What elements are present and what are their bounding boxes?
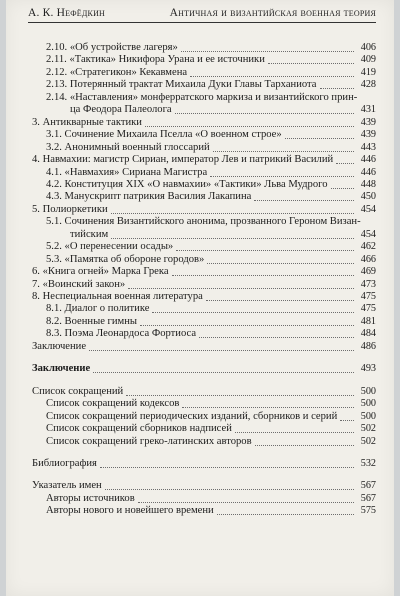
dot-leader	[235, 432, 354, 433]
toc-page-number: 428	[360, 79, 376, 91]
toc-entry	[6, 42, 394, 54]
toc-entry-title: 4.2. Конституция XIX «О навмахии» «Тактики» Льва Мудрого	[46, 178, 328, 190]
dot-leader	[105, 489, 354, 490]
toc-entry	[6, 266, 394, 278]
dot-leader	[199, 337, 354, 338]
dot-leader	[254, 200, 354, 201]
toc-page-number: 484	[360, 328, 376, 340]
toc-page-number: 502	[360, 423, 376, 435]
dot-leader	[100, 467, 354, 468]
toc-entry-title: 8.1. Диалог о политике	[46, 303, 150, 315]
toc-page-number: 450	[360, 191, 376, 203]
toc-page-number: 443	[360, 141, 376, 153]
toc-page-number: 409	[360, 54, 376, 66]
dot-leader	[181, 51, 354, 52]
toc-page-number: 493	[360, 363, 376, 375]
dot-leader	[206, 300, 354, 301]
toc-entry-title: 3.1. Сочинение Михаила Пселла «О военном строе»	[46, 129, 282, 141]
toc-page-number: 466	[360, 253, 376, 265]
dot-leader	[128, 288, 354, 289]
toc-entry-title: 4. Навмахии: магистр Сириан, император Лев и патрикий Василий	[32, 154, 334, 166]
dot-leader	[213, 151, 354, 152]
dot-leader	[207, 263, 354, 264]
toc-page-number: 406	[360, 42, 376, 53]
toc-page-number: 475	[360, 291, 376, 302]
toc-entry-title: тийским	[70, 228, 109, 240]
header-book-title: Античная и византийская военная теория	[169, 6, 376, 19]
toc-entry	[6, 279, 394, 291]
toc-page-number: 419	[360, 66, 376, 78]
dot-leader	[255, 445, 354, 446]
toc-entry-title: 3.2. Анонимный военный глоссарий	[46, 141, 210, 153]
toc-entry	[6, 341, 394, 353]
toc-entry-title: Авторы нового и новейшего времени	[46, 505, 214, 517]
toc-entry-title: Библиография	[32, 457, 97, 469]
toc-entry	[6, 303, 394, 315]
toc-entry-title: 3. Антикварные тактики	[32, 116, 142, 128]
toc-entry	[6, 458, 394, 470]
dot-leader	[172, 275, 354, 276]
toc-entry	[6, 493, 394, 505]
dot-leader	[217, 514, 354, 515]
dot-leader	[89, 350, 354, 351]
toc-entry-title: ца Феодора Палеолога	[70, 104, 172, 116]
toc-page-number: 475	[360, 303, 376, 315]
dot-leader	[138, 502, 354, 503]
toc-entry-title: 2.14. «Наставления» монферратского маркиза и византийского прин-	[46, 91, 358, 103]
toc-entry	[6, 129, 394, 141]
toc-entry-title: Список сокращений сборников надписей	[46, 423, 232, 435]
toc-entry	[6, 204, 394, 216]
toc-entry-title: 5.2. «О перенесении осады»	[46, 241, 174, 253]
toc-page-number: 462	[360, 241, 376, 253]
dot-leader	[152, 312, 354, 313]
toc-entry	[6, 480, 394, 492]
dot-leader	[145, 126, 354, 127]
toc-page-number: 575	[360, 505, 376, 517]
toc-entry-title: 4.1. «Навмахия» Сириана Магистра	[46, 166, 208, 178]
toc-entry	[6, 254, 394, 266]
toc-entry	[6, 398, 394, 410]
toc-entry	[6, 411, 394, 423]
dot-leader	[182, 407, 354, 408]
toc-entry-title: Список сокращений кодексов	[46, 398, 180, 410]
dot-leader	[285, 138, 354, 139]
toc-entry-title: Указатель имен	[32, 480, 102, 492]
toc-page-number: 469	[360, 266, 376, 278]
dot-leader	[176, 250, 354, 251]
toc-entry	[6, 505, 394, 517]
toc-page-number: 532	[360, 457, 376, 469]
dot-leader	[126, 395, 354, 396]
toc-page-number: 567	[360, 480, 376, 492]
toc-entry	[6, 167, 394, 179]
toc-page-number: 486	[360, 340, 376, 352]
toc-page-number: 500	[360, 398, 376, 410]
dot-leader	[111, 238, 354, 239]
toc-entry-title: 6. «Книга огней» Марка Грека	[32, 266, 169, 278]
toc-entry	[6, 79, 394, 91]
toc-entry	[6, 54, 394, 66]
toc-entry-title: Авторы источников	[46, 492, 135, 504]
dot-leader	[175, 113, 354, 114]
toc-page-number: 567	[360, 492, 376, 504]
toc-entry-title: 4.3. Манускрипт патрикия Василия Лакапина	[46, 191, 252, 203]
dot-leader	[336, 163, 354, 164]
dot-leader	[331, 188, 354, 189]
toc-page-number: 481	[360, 315, 376, 327]
toc-entry-title: Список сокращений периодических изданий, сборников и серий	[46, 410, 338, 422]
toc-entry-title: 7. «Воинский закон»	[32, 278, 126, 290]
toc-entry-title: 2.10. «Об устройстве лагеря»	[46, 42, 178, 53]
toc-page-number: 500	[360, 385, 376, 397]
toc-entry-title: Список сокращений	[32, 385, 124, 397]
toc-page-number: 446	[360, 154, 376, 166]
toc-entry-title: 5.3. «Памятка об обороне городов»	[46, 253, 205, 265]
toc-entry-title: 8.2. Военные гимны	[46, 315, 138, 327]
toc-entry-title: 8.3. Поэма Леонардоса Фортиоса	[46, 328, 197, 340]
header-author: А. К. Нефёдкин	[28, 6, 106, 19]
toc-entry-title: Список сокращений греко-латинских авторов	[46, 435, 252, 447]
toc-page-number: 439	[360, 129, 376, 141]
dot-leader	[210, 176, 354, 177]
toc-entry	[6, 386, 394, 398]
toc-entry-title: Заключение	[32, 340, 87, 352]
toc-entry-title: 5. Полиоркетики	[32, 203, 108, 215]
toc-entry	[6, 191, 394, 203]
toc-entry	[6, 316, 394, 328]
toc-entry-title: Заключение	[32, 363, 91, 375]
dot-leader	[320, 88, 354, 89]
toc-entry-title: 2.11. «Тактика» Никифора Урана и ее источники	[46, 54, 265, 66]
toc-entry-title: 2.13. Потерянный трактат Михаила Дуки Главы Тарханиота	[46, 79, 317, 91]
toc-page-number: 473	[360, 278, 376, 290]
dot-leader	[140, 325, 354, 326]
toc-entry	[6, 423, 394, 435]
dot-leader	[111, 213, 354, 214]
toc-entry-title: 5.1. Сочинения Византийского анонима, прозванного Героном Визан-	[46, 216, 361, 228]
toc-entry	[6, 117, 394, 129]
toc-entry	[6, 142, 394, 154]
toc-page-number: 502	[360, 435, 376, 447]
dot-leader	[268, 63, 354, 64]
toc-entry	[6, 179, 394, 191]
toc-page-number: 439	[360, 116, 376, 128]
toc-entry-title: 2.12. «Стратегикон» Кекавмена	[46, 66, 188, 78]
toc-page-number: 448	[360, 178, 376, 190]
toc-entry	[6, 363, 394, 375]
dot-leader	[340, 420, 354, 421]
toc-entry	[6, 67, 394, 79]
toc-page-number: 454	[360, 228, 376, 240]
toc-entry	[6, 92, 394, 117]
book-page	[6, 0, 394, 596]
toc-page-number: 431	[360, 104, 376, 116]
toc-entry	[6, 216, 394, 241]
toc-page-number: 446	[360, 166, 376, 178]
table-of-contents	[6, 0, 394, 596]
toc-entry-title: 8. Неспециальная военная литература	[32, 291, 203, 302]
toc-entry	[6, 436, 394, 448]
dot-leader	[190, 76, 354, 77]
toc-page-number: 454	[360, 203, 376, 215]
toc-entry	[6, 154, 394, 166]
toc-entry	[6, 328, 394, 340]
toc-entry	[6, 291, 394, 303]
toc-page-number: 500	[360, 410, 376, 422]
toc-entry	[6, 241, 394, 253]
dot-leader	[93, 372, 354, 373]
